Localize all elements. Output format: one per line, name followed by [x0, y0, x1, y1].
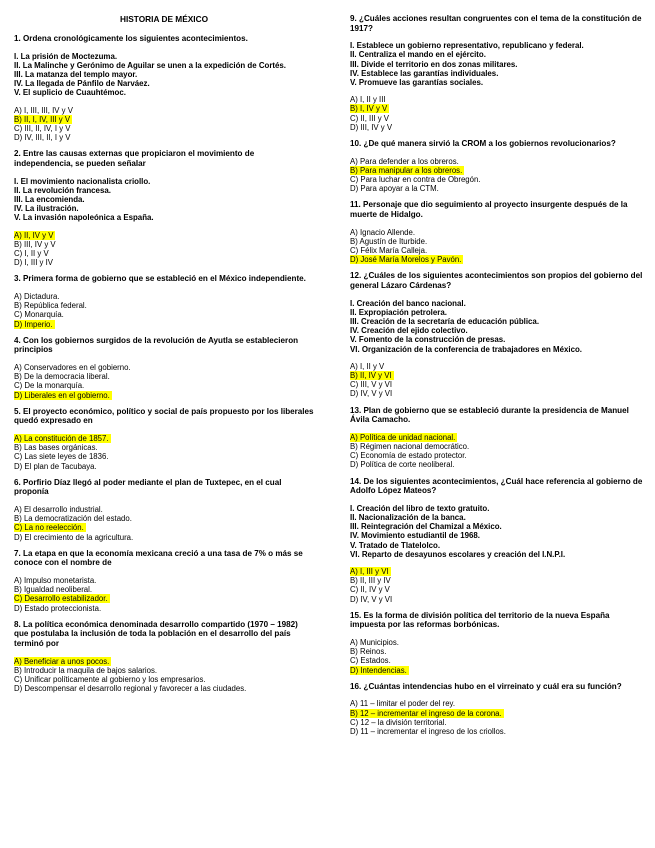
- answer-option: [14, 533, 314, 542]
- answer-option: [14, 381, 314, 390]
- page-title: HISTORIA DE MÉXICO: [119, 14, 209, 24]
- answer-option-highlighted: [14, 523, 314, 532]
- statement-item: III. La encomienda.: [14, 195, 85, 205]
- answer-option-text: C) Estados.: [350, 656, 391, 666]
- answer-option: [350, 656, 645, 665]
- statement-item: II. Nacionalización de la banca.: [350, 513, 466, 523]
- answer-option: [350, 362, 645, 371]
- statement-list: [14, 52, 314, 98]
- answer-option: [350, 228, 645, 237]
- answer-option-text: B) República federal.: [14, 301, 87, 311]
- answer-option-text: C) Para luchar en contra de Obregón.: [350, 175, 481, 185]
- question-block: [14, 407, 314, 471]
- answer-option-text: D) Política de corte neoliberal.: [350, 460, 455, 470]
- answer-option: [14, 133, 314, 142]
- statement-item: III. La matanza del templo mayor.: [14, 70, 138, 79]
- answer-option-text: A) I, III, III, IV y V: [14, 105, 73, 115]
- answer-option-text: B) III, IV y V: [14, 239, 56, 249]
- answer-option-text: A) Impulso monetarista.: [14, 576, 97, 586]
- question-text: 5. El proyecto económico, político y social de país propuesto por los liberales quedó expresado en: [14, 406, 314, 426]
- answer-option-text: C) II, III y V: [350, 113, 389, 123]
- question-text: 8. La política económica denominada desarrollo compartido (1970 – 1982) que postulaba la inclusión de toda la población en el desarrollo del país terminó por: [14, 619, 298, 649]
- answer-option: [350, 727, 645, 736]
- statement-item: IV. La ilustración.: [14, 204, 79, 214]
- answer-option: [14, 514, 314, 523]
- answer-options: [350, 157, 645, 194]
- question-text: 1. Ordena cronológicamente los siguientes acontecimientos.: [14, 34, 248, 43]
- answer-option-text: B) De la democracia liberal.: [14, 372, 110, 382]
- answer-option: [350, 157, 645, 166]
- question-text: 13. Plan de gobierno que se estableció durante la presidencia de Manuel Ávila Camacho.: [350, 405, 629, 425]
- answer-option: [14, 576, 314, 585]
- answer-options: [350, 95, 645, 132]
- answer-option-text: B) Régimen nacional democrático.: [350, 442, 470, 452]
- answer-option-highlighted: [14, 320, 314, 329]
- answer-option-text: B) II, IV y VI: [350, 371, 392, 381]
- answer-option-text: D) Liberales en el gobierno.: [14, 390, 110, 400]
- answer-options: [14, 657, 314, 694]
- statement-list: [14, 177, 314, 223]
- statement-item: III. Divide el territorio en dos zonas militares.: [350, 59, 518, 69]
- answer-option-text: B) Igualdad neoliberal.: [14, 585, 93, 595]
- question-block: [350, 682, 645, 736]
- answer-option: [350, 237, 645, 246]
- answer-option-text: D) Estado proteccionista.: [14, 603, 102, 613]
- answer-option: [14, 585, 314, 594]
- answer-option-highlighted: [350, 371, 645, 380]
- answer-option: [14, 258, 314, 267]
- statement-list: [350, 299, 645, 354]
- statement-item: II. La Malinche y Gerónimo de Aguilar se unen a la expedición de Cortés.: [14, 60, 287, 70]
- right-column: [350, 14, 645, 743]
- answer-options: [350, 228, 645, 265]
- question-block: [350, 611, 645, 675]
- question-block: [350, 14, 645, 132]
- answer-option-text: A) Ignacio Allende.: [350, 227, 416, 237]
- answer-option-text: B) I, IV y V: [350, 104, 388, 114]
- answer-option-text: C) 12 – la división territorial.: [350, 717, 447, 727]
- answer-option-text: C) Las siete leyes de 1836.: [14, 452, 109, 462]
- statement-item: V. El suplicio de Cuauhtémoc.: [14, 88, 126, 98]
- answer-option-text: A) I, III y VI: [350, 567, 389, 577]
- answer-options: [14, 292, 314, 329]
- answer-option-text: C) III, V y VI: [350, 380, 393, 390]
- statement-item: IV. Establece las garantías individuales.: [350, 68, 499, 78]
- answer-option: [350, 380, 645, 389]
- answer-option-text: A) I, II y III: [350, 95, 386, 105]
- statement-item: VI. Reparto de desayunos escolares y creación del I.N.P.I.: [350, 549, 566, 559]
- answer-options: [14, 505, 314, 542]
- answer-option-text: C) Félix María Calleja.: [350, 246, 428, 256]
- answer-option-text: D) El crecimiento de la agricultura.: [14, 532, 134, 542]
- answer-options: [14, 576, 314, 613]
- answer-option: [14, 604, 314, 613]
- answer-option: [14, 301, 314, 310]
- answer-option: [14, 124, 314, 133]
- answer-options: [350, 567, 645, 604]
- answer-option-text: D) IV, V y VI: [350, 594, 393, 604]
- left-column: [14, 14, 314, 700]
- statement-item: IV. La llegada de Pánfilo de Narváez.: [14, 79, 150, 89]
- answer-options: [350, 699, 645, 736]
- question-text: 9. ¿Cuáles acciones resultan congruentes con el tema de la constitución de 1917?: [350, 14, 642, 33]
- answer-options: [14, 106, 314, 143]
- answer-option: [350, 595, 645, 604]
- answer-option-text: D) 11 – incrementar el ingreso de los criollos.: [350, 727, 506, 737]
- answer-option-text: A) El desarrollo industrial.: [14, 505, 103, 515]
- statement-item: I. Creación del banco nacional.: [350, 298, 466, 308]
- answer-option: [14, 452, 314, 461]
- answer-option-text: A) I, II y V: [350, 361, 385, 371]
- answer-option-text: C) II, IV y V: [350, 585, 390, 595]
- question-text: 3. Primera forma de gobierno que se estableció en el México independiente.: [14, 274, 306, 284]
- answer-options: [350, 433, 645, 470]
- statement-item: IV. Creación del ejido colectivo.: [350, 326, 468, 336]
- answer-option: [350, 123, 645, 132]
- question-block: [14, 274, 314, 328]
- answer-options: [14, 363, 314, 400]
- question-block: [14, 549, 314, 613]
- answer-option-highlighted: [14, 231, 314, 240]
- answer-option: [350, 389, 645, 398]
- answer-option: [350, 647, 645, 656]
- question-text: 2. Entre las causas externas que propiciaron el movimiento de independencia, se pueden señalar: [14, 149, 255, 169]
- answer-option-text: C) De la monarquía.: [14, 381, 85, 391]
- answer-option-text: A) 11 – limitar el poder del rey.: [350, 699, 456, 709]
- answer-option-text: D) I, III y IV: [14, 258, 53, 268]
- answer-option-text: C) Unificar políticamente al gobierno y los empresarios.: [14, 675, 206, 685]
- question-text: 7. La etapa en que la economía mexicana creció a una tasa de 7% o más se conoce con el nombre de: [14, 548, 303, 568]
- answer-option: [14, 106, 314, 115]
- answer-option: [350, 184, 645, 193]
- statement-item: IV. Movimiento estudiantil de 1968.: [350, 531, 480, 541]
- statement-item: V. Promueve las garantías sociales.: [350, 78, 484, 87]
- question-block: [14, 620, 314, 694]
- answer-option-text: A) Municipios.: [350, 638, 399, 648]
- answer-option-text: C) III, II, IV, I y V: [14, 124, 71, 134]
- answer-option-text: C) Desarrollo estabilizador.: [14, 594, 108, 604]
- answer-option-highlighted: [14, 434, 314, 443]
- answer-option-text: D) El plan de Tacubaya.: [14, 461, 97, 471]
- answer-option-text: B) II, III y IV: [350, 576, 391, 586]
- answer-option: [350, 576, 645, 585]
- answer-option-text: D) Intendencias.: [350, 665, 407, 675]
- answer-option-text: C) La no reelección.: [14, 523, 84, 533]
- statement-item: I. Establece un gobierno representativo, republicano y federal.: [350, 41, 584, 51]
- answer-option: [350, 175, 645, 184]
- statement-item: II. La revolución francesa.: [14, 185, 111, 195]
- question-block: [14, 149, 314, 267]
- statement-item: III. Reintegración del Chamizal a México.: [350, 522, 502, 532]
- question-text: 15. Es la forma de división política del territorio de la nueva España impuesta por las reformas borbónicas.: [350, 610, 610, 630]
- question-text: 14. De los siguientes acontecimientos, ¿Cuál hace referencia al gobierno de Adolfo López Mateos?: [350, 476, 643, 496]
- answer-option: [14, 675, 314, 684]
- question-block: [350, 200, 645, 264]
- answer-option-text: A) II, IV y V: [14, 230, 54, 240]
- question-text: 11. Personaje que dio seguimiento al proyecto insurgente después de la muerte de Hidalgo.: [350, 200, 628, 220]
- statement-list: [350, 504, 645, 559]
- answer-options: [14, 434, 314, 471]
- answer-option-highlighted: [350, 104, 645, 113]
- answer-option-highlighted: [14, 115, 314, 124]
- answer-option-text: C) Monarquía.: [14, 310, 64, 320]
- answer-options: [14, 231, 314, 268]
- statement-item: I. El movimiento nacionalista criollo.: [14, 176, 151, 186]
- answer-option-text: B) Las bases orgánicas.: [14, 443, 98, 453]
- answer-option-text: A) La constitución de 1857.: [14, 434, 109, 444]
- statement-item: I. La prisión de Moctezuma.: [14, 51, 118, 61]
- answer-option-text: D) Descompensar el desarrollo regional y favorecer a las ciudades.: [14, 684, 247, 694]
- statement-item: V. Fomento de la construcción de presas.: [350, 335, 506, 345]
- answer-option-text: B) II, I, IV, III y V: [14, 114, 71, 124]
- answer-option-highlighted: [350, 433, 645, 442]
- question-block: [350, 477, 645, 604]
- answer-option: [14, 249, 314, 258]
- question-block: [14, 478, 314, 542]
- answer-option-text: A) Conservadores en el gobierno.: [14, 363, 131, 373]
- answer-option-highlighted: [350, 166, 645, 175]
- answer-option: [350, 246, 645, 255]
- question-text: 16. ¿Cuántas intendencias hubo en el virreinato y cuál era su función?: [350, 681, 622, 691]
- answer-option-text: B) Para manipular a los obreros.: [350, 165, 463, 175]
- answer-option-highlighted: [14, 657, 314, 666]
- answer-option-text: A) Beneficiar a unos pocos.: [14, 656, 110, 666]
- answer-option: [14, 292, 314, 301]
- answer-option: [350, 451, 645, 460]
- answer-option-text: B) Reinos.: [350, 647, 387, 657]
- answer-option: [350, 718, 645, 727]
- answer-option-text: D) José María Morelos y Pavón.: [350, 255, 462, 265]
- question-text: 4. Con los gobiernos surgidos de la revolución de Ayutla se establecieron principios: [14, 335, 299, 355]
- question-block: [350, 271, 645, 398]
- statement-item: II. Centraliza el mando en el ejército.: [350, 50, 486, 60]
- answer-options: [350, 362, 645, 399]
- answer-option: [350, 442, 645, 451]
- answer-option: [350, 460, 645, 469]
- answer-option: [14, 310, 314, 319]
- answer-option-text: B) La democratización del estado.: [14, 514, 132, 524]
- answer-option-text: D) IV, III, II, I y V: [14, 133, 71, 143]
- answer-option: [350, 638, 645, 647]
- answer-option-text: C) I, II y V: [14, 249, 49, 259]
- answer-option-text: C) Economía de estado protector.: [350, 451, 467, 461]
- answer-option-text: A) Dictadura.: [14, 292, 60, 302]
- answer-option-text: A) Para defender a los obreros.: [350, 156, 459, 166]
- answer-option-text: A) Política de unidad nacional.: [350, 432, 456, 442]
- statement-item: V. Tratado de Tlatelolco.: [350, 540, 441, 550]
- statement-item: VI. Organización de la conferencia de trabajadores en México.: [350, 344, 582, 354]
- question-block: [350, 406, 645, 470]
- question-text: 12. ¿Cuáles de los siguientes acontecimientos son propios del gobierno del general Lázaro Cárdenas?: [350, 271, 643, 291]
- answer-option-highlighted: [350, 255, 645, 264]
- answer-option-text: D) Imperio.: [14, 319, 53, 329]
- answer-option-highlighted: [350, 709, 645, 718]
- statement-item: II. Expropiación petrolera.: [350, 307, 447, 317]
- answer-option-highlighted: [14, 594, 314, 603]
- answer-option: [14, 372, 314, 381]
- answer-option-highlighted: [350, 666, 645, 675]
- answer-option: [14, 240, 314, 249]
- question-block: [14, 336, 314, 400]
- answer-option-highlighted: [14, 391, 314, 400]
- answer-option: [350, 585, 645, 594]
- statement-list: [350, 41, 645, 87]
- answer-option-text: D) Para apoyar a la CTM.: [350, 184, 439, 194]
- answer-option: [350, 95, 645, 104]
- answer-option: [14, 684, 314, 693]
- question-block: [350, 139, 645, 193]
- answer-option: [14, 666, 314, 675]
- answer-option-text: B) Introducir la maquila de bajos salarios.: [14, 665, 158, 675]
- statement-item: I. Creación del libro de texto gratuito.: [350, 503, 490, 513]
- answer-option-text: D) III, IV y V: [350, 122, 393, 132]
- statement-item: III. Creación de la secretaría de educación pública.: [350, 317, 540, 327]
- answer-option-text: B) Agustín de Iturbide.: [350, 236, 428, 246]
- statement-item: V. La invasión napoleónica a España.: [14, 213, 154, 223]
- answer-options: [350, 638, 645, 675]
- question-block: [14, 34, 314, 142]
- answer-option-highlighted: [350, 567, 645, 576]
- answer-option: [14, 443, 314, 452]
- answer-option: [350, 699, 645, 708]
- question-text: 6. Porfirio Díaz llegó al poder mediante el plan de Tuxtepec, en el cual proponía: [14, 477, 282, 497]
- answer-option: [14, 363, 314, 372]
- answer-option-text: B) 12 – incrementar el ingreso de la corona.: [350, 708, 502, 718]
- answer-option: [14, 462, 314, 471]
- answer-option: [14, 505, 314, 514]
- answer-option: [350, 114, 645, 123]
- answer-option-text: D) IV, V y VI: [350, 389, 393, 399]
- question-text: 10. ¿De qué manera sirvió la CROM a los gobiernos revolucionarios?: [350, 139, 616, 149]
